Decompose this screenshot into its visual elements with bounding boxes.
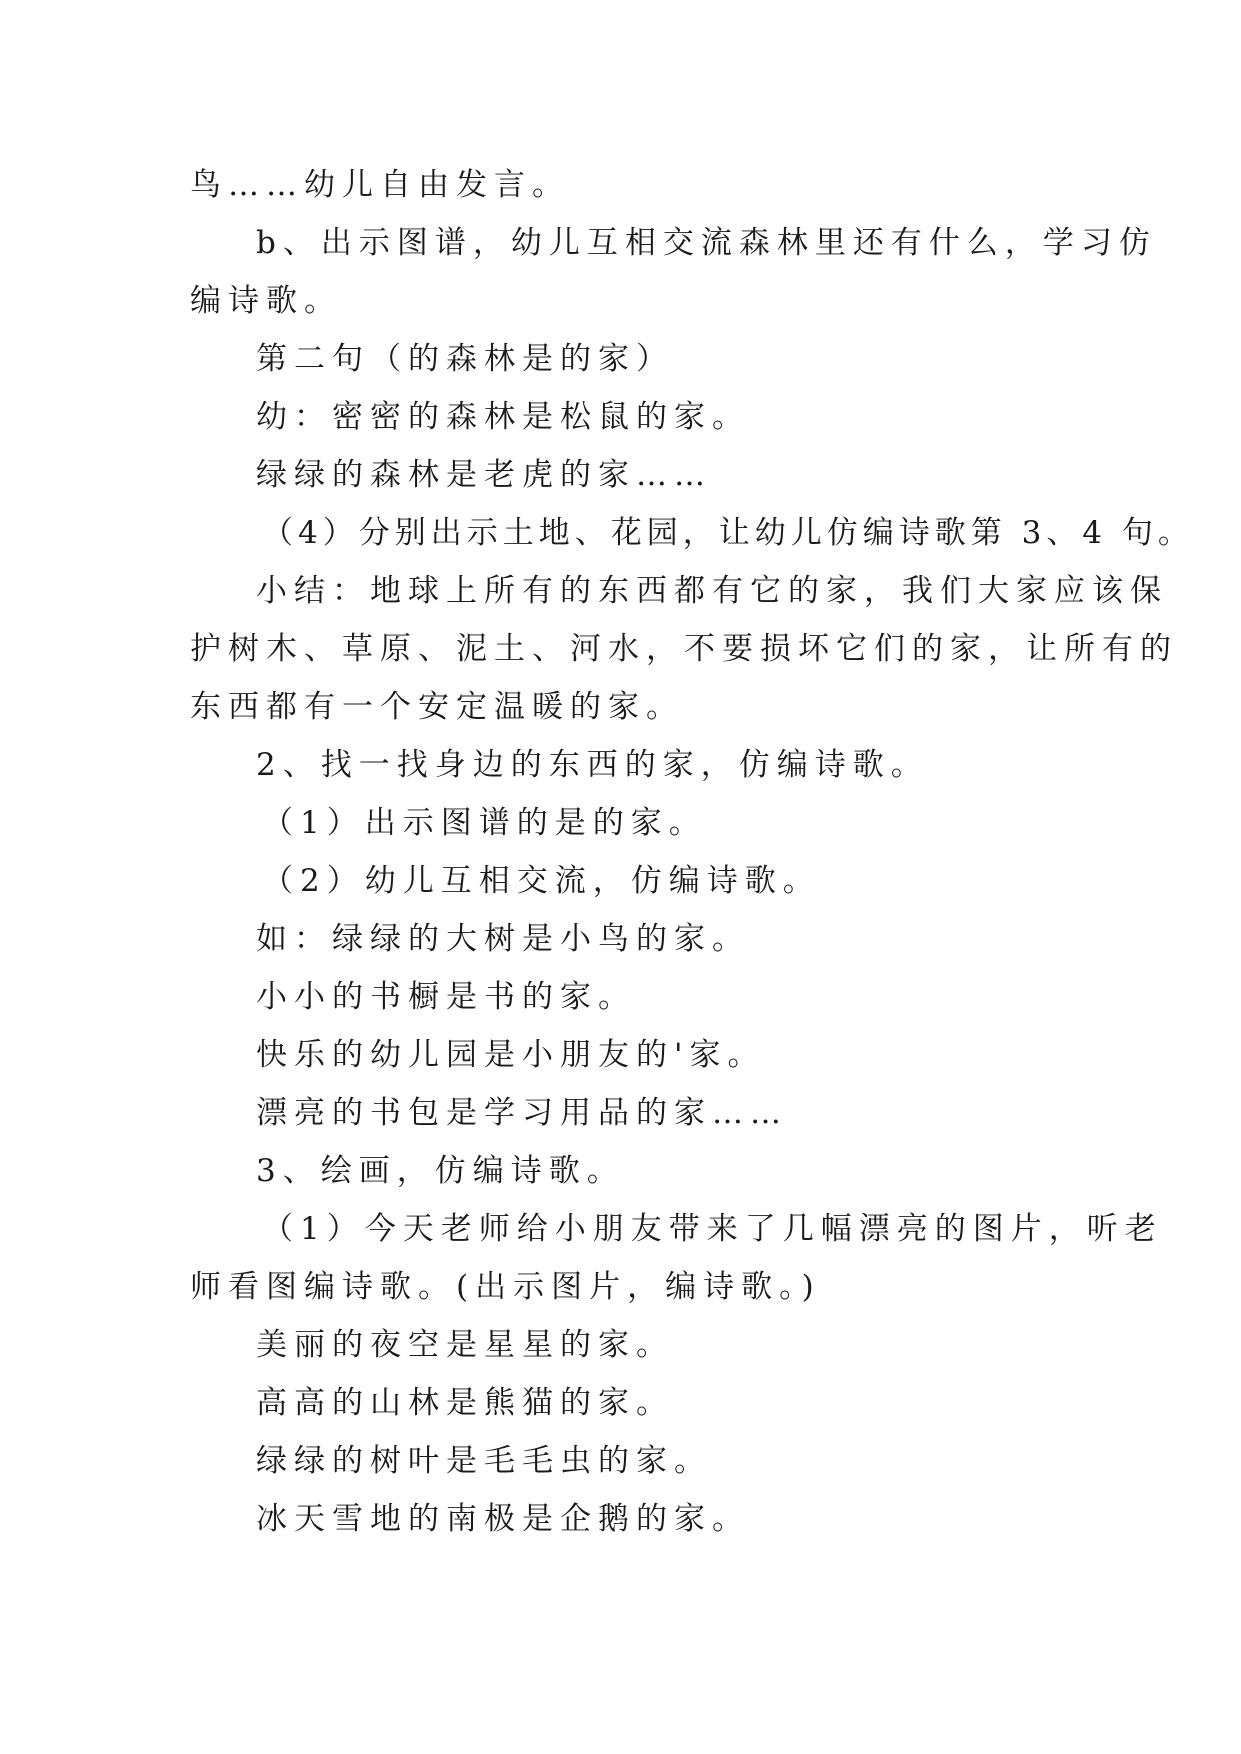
text-line: （1）出示图谱的是的家。	[262, 805, 707, 841]
text-line: 师看图编诗歌。(出示图片，编诗歌。)	[190, 1269, 821, 1305]
text-line: 2、找一找身边的东西的家，仿编诗歌。	[256, 747, 929, 783]
text-line: 高高的山林是熊猫的家。	[256, 1385, 674, 1421]
text-line: 3、绘画，仿编诗歌。	[256, 1153, 625, 1189]
text-line: 东西都有一个安定温暖的家。	[190, 689, 684, 725]
text-line: 如：绿绿的大树是小鸟的家。	[256, 921, 750, 957]
text-line: （4）分别出示土地、花园，让幼儿仿编诗歌第 3、4 句。	[262, 515, 1194, 551]
text-line: 第二句（的森林是的家）	[256, 341, 674, 377]
text-line: 鸟……幼儿自由发言。	[190, 167, 570, 203]
text-line: 美丽的夜空是星星的家。	[256, 1327, 674, 1363]
text-line: 快乐的幼儿园是小朋友的'家。	[256, 1037, 766, 1073]
text-line: b、出示图谱，幼儿互相交流森林里还有什么，学习仿	[256, 225, 1157, 261]
text-line: （2）幼儿互相交流，仿编诗歌。	[262, 863, 821, 899]
text-line: 冰天雪地的南极是企鹅的家。	[256, 1501, 750, 1537]
text-line: 小小的书橱是书的家。	[256, 979, 636, 1015]
text-line: 绿绿的树叶是毛毛虫的家。	[256, 1443, 712, 1479]
text-line: 漂亮的书包是学习用品的家……	[256, 1095, 788, 1131]
text-line: 编诗歌。	[190, 283, 342, 319]
text-line: 小结：地球上所有的东西都有它的家，我们大家应该保	[256, 573, 1168, 609]
text-line: 护树木、草原、泥土、河水，不要损坏它们的家，让所有的	[190, 631, 1178, 667]
text-line: （1）今天老师给小朋友带来了几幅漂亮的图片，听老	[262, 1211, 1163, 1247]
text-line: 绿绿的森林是老虎的家……	[256, 457, 712, 493]
text-line: 幼：密密的森林是松鼠的家。	[256, 399, 750, 435]
